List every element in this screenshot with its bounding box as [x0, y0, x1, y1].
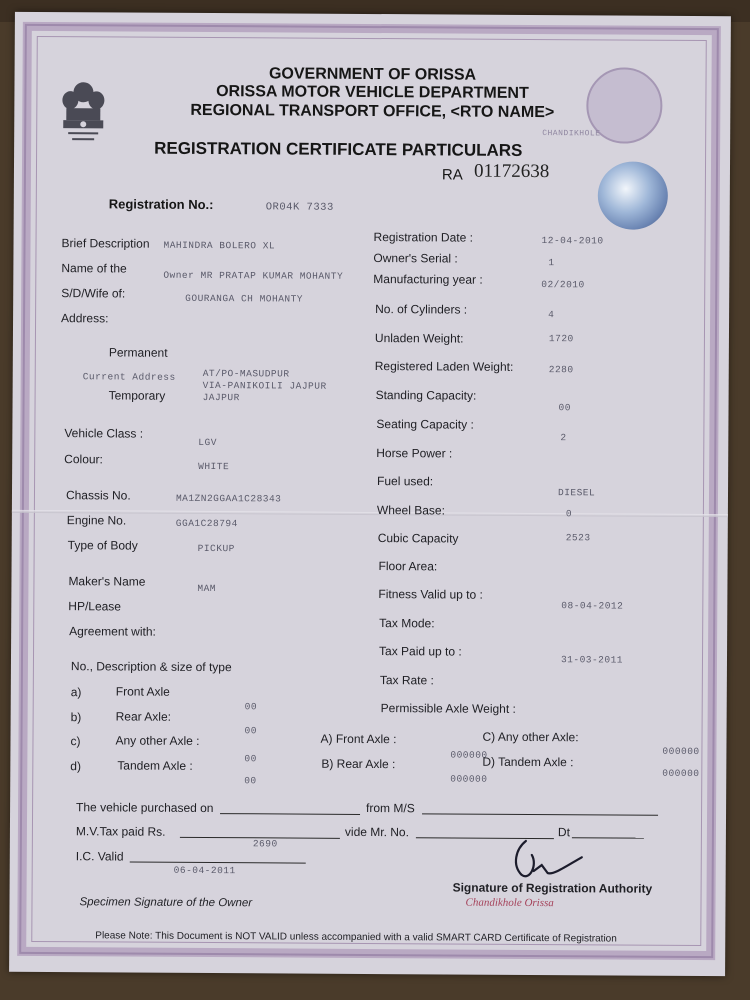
name-label: Name of the	[61, 261, 127, 276]
body-type-value: PICKUP	[197, 542, 235, 555]
axle-weight-label: Permissible Axle Weight :	[380, 701, 516, 716]
unladen-weight-label: Unladen Weight:	[374, 331, 464, 346]
tyre-d-label: Tandem Axle :	[117, 758, 193, 773]
brief-description-value: MAHINDRA BOLERO XL	[163, 239, 276, 252]
axle-d-value: 000000	[662, 767, 700, 780]
authority-stamp: Chandikhole Orissa	[465, 896, 554, 910]
tax-paid-value: 31-03-2011	[560, 654, 624, 666]
owner-serial-value: 1	[548, 257, 555, 269]
fuel-value: DIESEL	[557, 487, 596, 499]
horse-power-label: Horse Power :	[376, 446, 453, 461]
wheel-base-value: 0	[565, 508, 573, 520]
serial-prefix: RA	[441, 166, 463, 184]
laden-weight-value: 2280	[548, 364, 574, 376]
header-government: GOVERNMENT OF ORISSA	[268, 65, 477, 84]
chassis-label: Chassis No.	[65, 488, 131, 503]
cylinders-label: No. of Cylinders :	[375, 302, 468, 317]
manufacturing-year-label: Manufacturing year :	[373, 272, 483, 287]
cubic-capacity-label: Cubic Capacity	[377, 531, 459, 546]
address-line-1: AT/PO-MASUDPUR	[202, 367, 290, 380]
tyre-d-letter: d)	[70, 759, 82, 774]
body-type-label: Type of Body	[67, 538, 138, 553]
registration-date-value: 12-04-2010	[541, 235, 604, 247]
certificate-serial: 01172638	[473, 160, 550, 183]
engine-value: GGA1C28794	[175, 517, 238, 530]
registration-no-label: Registration No.:	[108, 196, 214, 213]
tyre-a-label: Front Axle	[115, 684, 170, 699]
axle-c-label: C) Any other Axle:	[482, 729, 579, 745]
header-rto: REGIONAL TRANSPORT OFFICE, <RTO NAME>	[190, 101, 555, 122]
brief-description-label: Brief Description	[61, 236, 150, 251]
tyre-description-label: No., Description & size of type	[70, 659, 232, 675]
tyre-c-letter: c)	[70, 734, 81, 749]
chassis-value: MA1ZN2GGAA1C28343	[175, 492, 282, 505]
stamp-place: CHANDIKHOLE	[542, 129, 601, 139]
from-label: from M/S	[366, 800, 415, 816]
permanent-label: Permanent	[108, 345, 168, 360]
tyre-b-value: 00	[244, 701, 258, 713]
axle-d-label: D) Tandem Axle :	[482, 754, 574, 770]
vehicle-class-label: Vehicle Class :	[64, 426, 144, 441]
cylinders-value: 4	[548, 309, 555, 321]
owner-serial-label: Owner's Serial :	[373, 251, 458, 266]
purchased-label: The vehicle purchased on	[76, 800, 214, 816]
dt-label: Dt	[557, 825, 570, 840]
mv-tax-value: 2690	[252, 838, 278, 850]
tyre-b-label: Rear Axle:	[115, 709, 172, 724]
hp-lease-label: HP/Lease	[68, 599, 122, 614]
seating-capacity-label: Seating Capacity :	[376, 417, 474, 432]
tax-mode-label: Tax Mode:	[379, 616, 435, 631]
fitness-valid-label: Fitness Valid up to :	[378, 587, 483, 602]
vide-label: vide Mr. No.	[344, 824, 410, 840]
tyre-extra-value: 00	[244, 775, 257, 787]
axle-c-value: 000000	[662, 745, 700, 758]
manufacturing-year-value: 02/2010	[541, 279, 585, 291]
current-address-label: Current Address	[82, 371, 176, 383]
agreement-label: Agreement with:	[69, 624, 156, 639]
seating-capacity-value: 2	[560, 432, 567, 444]
axle-b-label: B) Rear Axle :	[321, 756, 396, 772]
ic-valid-value: 06-04-2011	[173, 864, 236, 877]
maker-value: MAM	[197, 582, 217, 595]
engine-label: Engine No.	[66, 513, 127, 528]
registration-date-label: Registration Date :	[373, 230, 474, 245]
fitness-valid-value: 08-04-2012	[561, 600, 624, 612]
address-line-2: VIA-PANIKOILI JAJPUR	[202, 379, 327, 392]
address-label: Address:	[61, 311, 109, 326]
ic-valid-label: I.C. Valid	[75, 849, 124, 864]
certificate-title: REGISTRATION CERTIFICATE PARTICULARS	[154, 138, 523, 160]
tyre-a-letter: a)	[70, 685, 82, 700]
sdw-value: GOURANGA CH MOHANTY	[185, 292, 304, 305]
standing-capacity-value: 00	[558, 402, 571, 414]
hologram-icon	[598, 161, 668, 229]
axle-b-value: 000000	[450, 773, 488, 785]
authority-signature-label: Signature of Registration Authority	[452, 880, 653, 896]
fuel-label: Fuel used:	[377, 474, 434, 489]
tyre-c-value: 00	[244, 725, 257, 737]
tyre-b-letter: b)	[70, 710, 82, 725]
tax-paid-label: Tax Paid up to :	[378, 644, 462, 659]
owner-value: Owner MR PRATAP KUMAR MOHANTY	[163, 269, 344, 282]
vehicle-class-value: LGV	[198, 436, 217, 449]
header-department: ORISSA MOTOR VEHICLE DEPARTMENT	[216, 83, 529, 102]
axle-a-label: A) Front Axle :	[320, 731, 397, 747]
wheel-base-label: Wheel Base:	[376, 503, 445, 518]
colour-value: WHITE	[198, 460, 230, 473]
registration-no-value: OR04K 7333	[265, 201, 334, 214]
registration-certificate	[9, 12, 731, 976]
standing-capacity-label: Standing Capacity:	[375, 388, 477, 403]
laden-weight-label: Registered Laden Weight:	[374, 359, 514, 374]
validity-note: Please Note: This Document is NOT VALID unless accompanied with a valid SMART CARD Certificate of Registration	[95, 930, 617, 945]
colour-label: Colour:	[64, 452, 103, 467]
authority-signature-icon	[508, 835, 588, 885]
axle-a-value: 000000	[450, 749, 488, 761]
address-line-3: JAJPUR	[202, 391, 240, 404]
tyre-d-value: 00	[244, 753, 257, 765]
owner-signature-label: Specimen Signature of the Owner	[79, 896, 253, 910]
floor-area-label: Floor Area:	[378, 559, 438, 574]
cubic-capacity-value: 2523	[565, 532, 591, 544]
maker-label: Maker's Name	[68, 574, 146, 589]
unladen-weight-value: 1720	[548, 333, 574, 345]
mv-tax-label: M.V.Tax paid Rs.	[75, 824, 166, 839]
sdw-label: S/D/Wife of:	[61, 286, 126, 301]
temporary-label: Temporary	[108, 388, 166, 403]
tax-rate-label: Tax Rate :	[379, 673, 434, 688]
tyre-c-label: Any other Axle :	[115, 733, 200, 748]
